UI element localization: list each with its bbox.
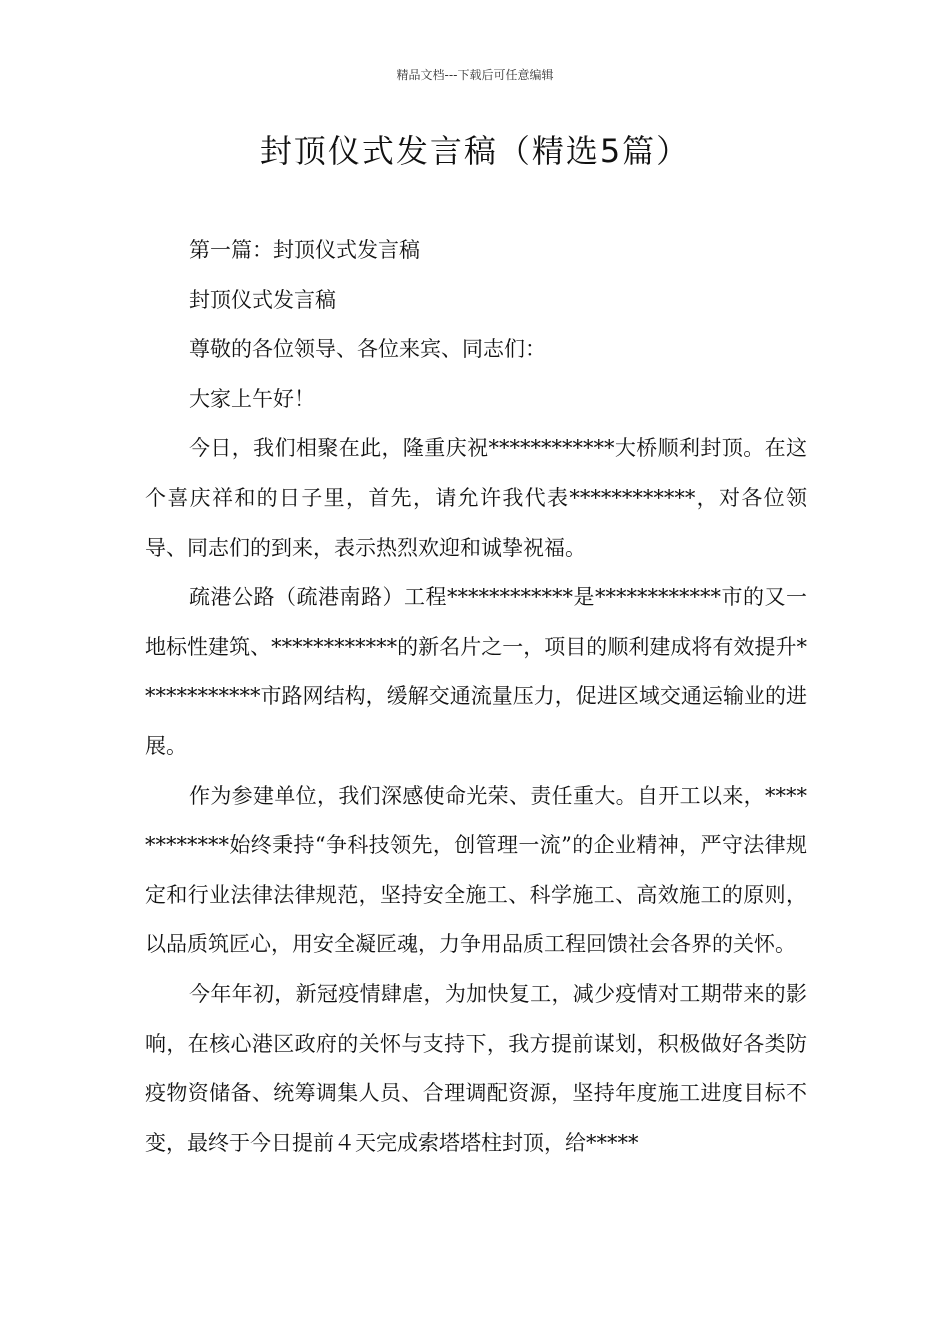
body-paragraph: 作为参建单位，我们深感使命光荣、责任重大。自开工以来，************始终秉持“争科技领先，创管理一流”的企业精神，严守法律规定和行业法律法律规范，坚持安全施工、科学施工、高效施工的原则，以品质筑匠心，用安全凝匠魂，力争用品质工程回馈社会各界的关怀。 bbox=[145, 783, 807, 957]
document-body bbox=[145, 226, 807, 1168]
speech-title: 封顶仪式发言稿 bbox=[189, 287, 336, 312]
body-paragraph: 疏港公路（疏港南路）工程************是************市的又一地标性建筑、************的新名片之一，项目的顺利建成将有效提升************市路网结构，缓解交通流量压力，促进区域交通运输业的进展。 bbox=[145, 585, 807, 758]
section-heading: 第一篇：封顶仪式发言稿 bbox=[189, 238, 420, 262]
body-paragraph: 今日，我们相聚在此，隆重庆祝************大桥顺利封顶。在这个喜庆祥和的日子里，首先，请允许我代表************，对各位领导、同志们的到来，表示热烈欢迎和诚挚祝福。 bbox=[145, 436, 807, 560]
document-title: 封顶仪式发言稿（精选5篇） bbox=[259, 132, 691, 170]
body-paragraph: 今年年初，新冠疫情肆虐，为加快复工，减少疫情对工期带来的影响，在核心港区政府的关怀与支持下，我方提前谋划，积极做好各类防疫物资储备、统筹调集人员、合理调配资源，坚持年度施工进度目标不变，最终于今日提前４天完成索塔塔柱封顶，给***** bbox=[145, 981, 807, 1155]
header-note: 精品文档---下载后可任意编辑 bbox=[396, 68, 554, 82]
salutation: 尊敬的各位领导、各位来宾、同志们： bbox=[189, 337, 546, 362]
greeting: 大家上午好！ bbox=[189, 386, 315, 411]
